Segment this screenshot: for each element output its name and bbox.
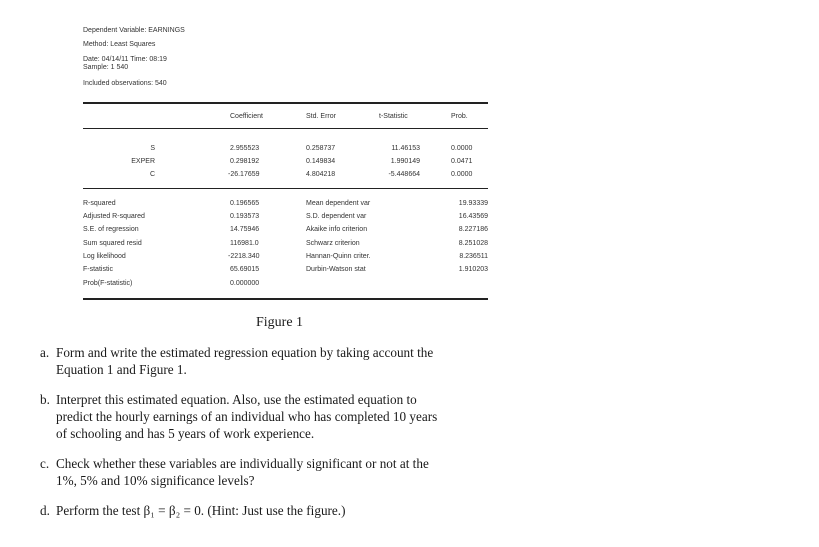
stat-value: 65.69015 — [230, 266, 260, 273]
col-header-t-statistic: t-Statistic — [379, 113, 408, 120]
stat-value: -2218.340 — [228, 253, 260, 260]
stat-label: Log likelihood — [83, 253, 126, 260]
dependent-variable: Dependent Variable: EARNINGS — [83, 27, 185, 34]
table-top-rule — [83, 102, 488, 104]
stat-label: Mean dependent var — [306, 200, 371, 207]
question-label: c. — [40, 456, 50, 471]
question-label: b. — [40, 392, 50, 407]
stat-value: 19.93339 — [458, 200, 488, 207]
question-d — [40, 502, 570, 519]
coef-var-name: C — [149, 171, 155, 178]
stat-value: 0.196565 — [230, 200, 260, 207]
table-mid-rule — [83, 188, 488, 189]
stat-value: 8.251028 — [458, 240, 488, 247]
stat-label: Prob(F-statistic) — [83, 280, 133, 287]
stat-label: S.D. dependent var — [306, 213, 367, 220]
coef-var-name: EXPER — [131, 158, 155, 165]
stat-value: 8.227186 — [458, 226, 488, 233]
question-text-line: Perform the test β₁ = β₂ = 0. (Hint: Just use the figure.) — [56, 503, 346, 518]
stat-value: 16.43569 — [458, 213, 488, 220]
stat-value: 0.000000 — [230, 280, 260, 287]
prob-value: 0.0000 — [451, 145, 473, 152]
stat-value: 8.236511 — [459, 253, 488, 260]
coef-value: 2.955523 — [230, 145, 260, 152]
stat-label: Schwarz criterion — [306, 240, 360, 247]
stat-value: 1.910203 — [458, 266, 488, 273]
question-label: a. — [40, 345, 50, 360]
included-observations: Included observations: 540 — [83, 80, 167, 87]
stat-label: Durbin-Watson stat — [306, 266, 366, 273]
question-text-line: of schooling and has 5 years of work experience. — [56, 426, 315, 441]
table-header-rule — [83, 128, 488, 129]
t-stat-value: 1.990149 — [390, 158, 420, 165]
se-value: 0.258737 — [306, 145, 336, 152]
col-header-prob: Prob. — [451, 113, 468, 120]
question-text-line: predict the hourly earnings of an individual who has completed 10 years — [56, 409, 438, 424]
stat-label: R-squared — [83, 200, 116, 207]
question-a — [40, 344, 570, 378]
t-stat-value: 11.46153 — [391, 145, 420, 152]
question-label: d. — [40, 503, 50, 518]
col-header-coefficient: Coefficient — [230, 113, 263, 120]
question-c — [40, 455, 570, 489]
stat-label: Adjusted R-squared — [83, 213, 145, 220]
se-value: 4.804218 — [306, 171, 336, 178]
coef-var-name: S — [150, 145, 155, 152]
stat-label: Sum squared resid — [83, 240, 142, 247]
coef-value: 0.298192 — [230, 158, 260, 165]
question-text-line: Equation 1 and Figure 1. — [56, 362, 187, 377]
question-text-line: Interpret this estimated equation. Also, use the estimated equation to — [56, 392, 417, 407]
question-text-line: Form and write the estimated regression equation by taking account the — [56, 345, 434, 360]
se-value: 0.149834 — [306, 158, 336, 165]
stat-label: S.E. of regression — [83, 226, 139, 233]
question-text-line: 1%, 5% and 10% significance levels? — [56, 473, 255, 488]
question-text-line: Check whether these variables are individually significant or not at the — [56, 456, 429, 471]
t-stat-value: -5.448664 — [388, 171, 420, 178]
prob-value: 0.0471 — [451, 158, 473, 165]
coef-value: -26.17659 — [228, 171, 260, 178]
figure-caption: Figure 1 — [256, 315, 304, 330]
stat-label: Akaike info criterion — [306, 226, 368, 233]
stat-label: F-statistic — [83, 266, 113, 273]
method: Method: Least Squares — [83, 41, 156, 48]
stat-value: 116981.0 — [230, 240, 259, 247]
stat-value: 14.75946 — [230, 226, 260, 233]
sample: Sample: 1 540 — [83, 64, 129, 71]
prob-value: 0.0000 — [451, 171, 473, 178]
date-time: Date: 04/14/11 Time: 08:19 — [83, 56, 167, 63]
col-header-std-error: Std. Error — [306, 113, 336, 120]
question-b — [40, 391, 570, 442]
stat-value: 0.193573 — [230, 213, 260, 220]
stat-label: Hannan-Quinn criter. — [306, 253, 371, 260]
table-bottom-rule — [83, 298, 488, 300]
